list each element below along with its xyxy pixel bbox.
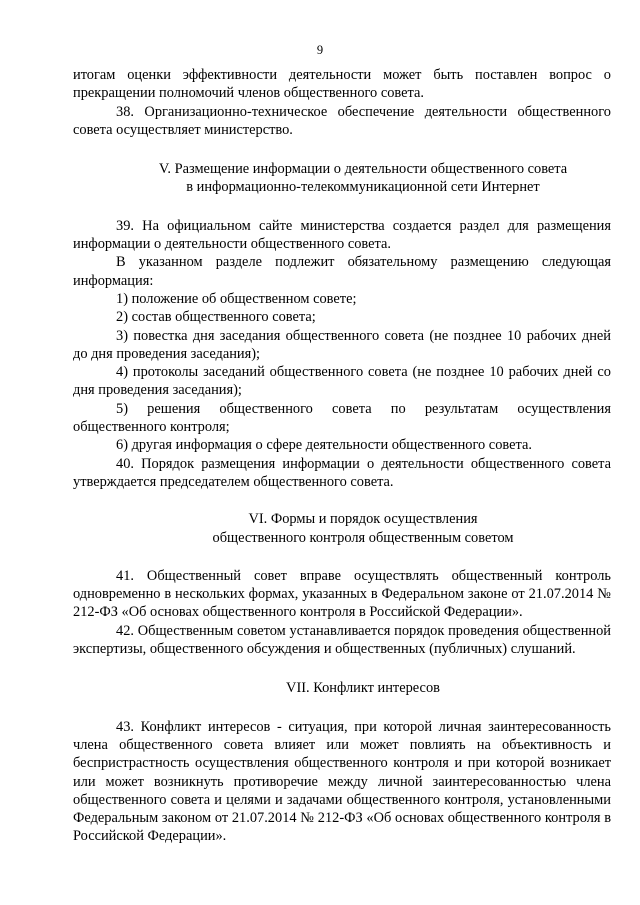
section-5-heading-line-1: V. Размещение информации о деятельности общественного совета (158, 161, 568, 178)
list-item-6: 6) другая информация о сфере деятельности общественного совета. (116, 437, 532, 454)
paragraph-42: 42. Общественным советом устанавливается порядок проведения общественной экспертизы, общественного обсуждения и общественных (публичных) слушаний. (73, 622, 611, 658)
paragraph-41: 41. Общественный совет вправе осуществлять общественный контроль одновременно в нескольких формах, указанных в Федеральном законе от 21.07.2014 № 212-ФЗ «Об основах общественного контроля в Российской Федерации». (73, 567, 611, 621)
list-item-4: 4) протоколы заседаний общественного совета (не позднее 10 рабочих дней со дня проведения заседания); (73, 364, 611, 399)
paragraph-38: 38. Организационно-техническое обеспечение деятельности общественного совета осуществляет министерство. (73, 103, 611, 138)
list-item-1: 1) положение об общественном совете; (116, 290, 357, 307)
section-5-heading (115, 160, 611, 197)
section-6-heading-line-1: VI. Формы и порядок осуществления (248, 511, 478, 528)
paragraph-40: 40. Порядок размещения информации о деятельности общественного совета утверждается председателем общественного совета. (73, 455, 611, 490)
section-6-heading-line-2: общественного контроля общественным советом (212, 529, 514, 546)
page-number: 9 (316, 43, 324, 57)
paragraph-continuation: итогам оценки эффективности деятельности может быть поставлен вопрос о прекращении полномочий членов общественного совета. (73, 67, 611, 102)
paragraph-39: 39. На официальном сайте министерства создается раздел для размещения информации о деятельности общественного совета. (73, 217, 611, 253)
paragraph-43: 43. Конфликт интересов - ситуация, при которой личная заинтересованность члена общественного совета влияет или может повлиять на объективность и беспристрастность осуществления общественного контроля и при которой возникает или может возникнуть противоречие между личной заинтересованностью члена общественного совета и целями и задачами общественного контроля, установленными Федеральным законом от 21.07.2014 № 212-ФЗ «Об основах общественного контроля в Российской Федерации». (73, 718, 611, 845)
list-item-2: 2) состав общественного совета; (116, 309, 316, 326)
section-7-heading-line-1: VII. Конфликт интересов (286, 680, 440, 697)
list-item-5: 5) решения общественного совета по результатам осуществления общественного контроля; (73, 400, 611, 436)
list-item-3: 3) повестка дня заседания общественного совета (не позднее 10 рабочих дней до дня проведения заседания); (73, 327, 611, 362)
paragraph-39-intro: В указанном разделе подлежит обязательному размещению следующая информация: (73, 254, 611, 289)
section-7-heading (115, 679, 611, 697)
section-5-heading-line-2: в информационно-телекоммуникационной сети Интернет (186, 179, 540, 196)
page-body (73, 66, 611, 846)
section-6-heading (115, 510, 611, 547)
